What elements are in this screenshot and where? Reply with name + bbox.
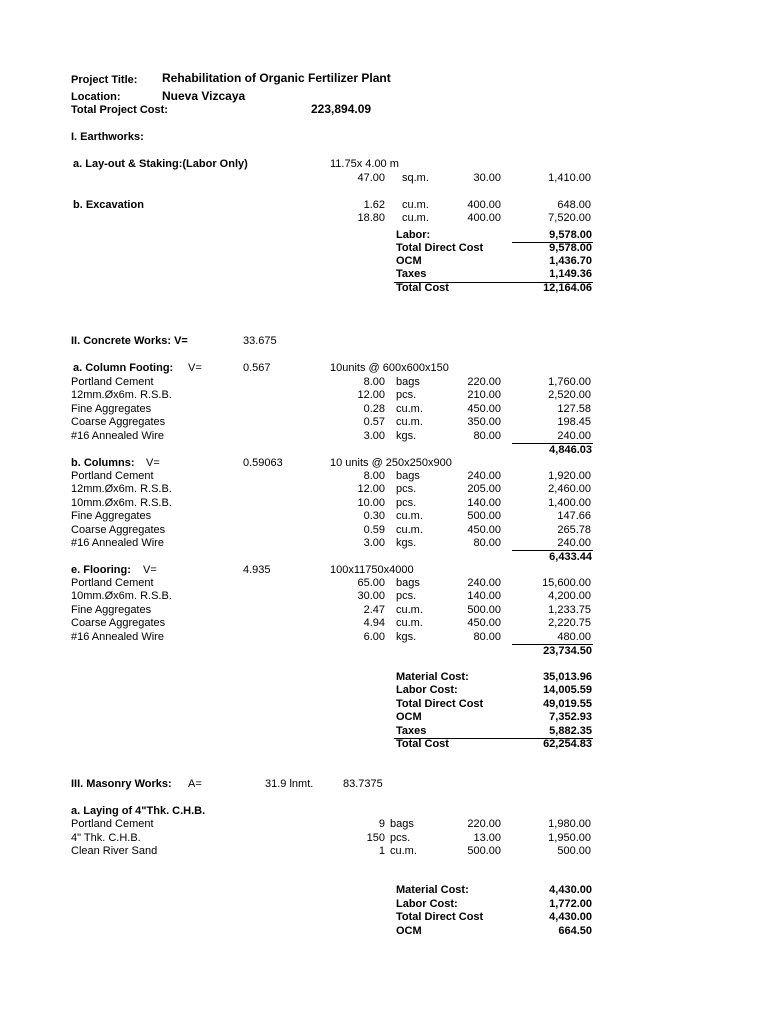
unit-price: 500.00	[467, 510, 501, 522]
flooring-label: e. Flooring:	[71, 564, 131, 576]
summary-label: OCM	[396, 711, 422, 723]
unit: cu.m.	[402, 212, 429, 224]
item: Fine Aggregates	[71, 604, 152, 616]
unit: pcs.	[396, 483, 417, 495]
unit: pcs.	[396, 497, 417, 509]
summary-label: Material Cost:	[396, 671, 469, 683]
summary-value: 62,254.83	[543, 738, 592, 750]
qty: 8.00	[363, 470, 385, 482]
unit: bags	[396, 470, 420, 482]
unit-price: 240.00	[467, 577, 501, 589]
unit: cu.m.	[396, 524, 423, 536]
v-label: V=	[188, 362, 202, 374]
summary-label: OCM	[396, 925, 422, 937]
unit-price: 220.00	[467, 376, 501, 388]
unit-price: 500.00	[467, 604, 501, 616]
amount: 240.00	[557, 430, 591, 442]
qty: 0.59	[363, 524, 385, 536]
summary-value: 1,436.70	[549, 255, 592, 267]
amount: 198.45	[557, 416, 591, 428]
amount: 147.66	[557, 510, 591, 522]
item: Portland Cement	[71, 376, 154, 388]
qty: 0.57	[363, 416, 385, 428]
summary-value: 9,578.00	[549, 242, 592, 254]
spec: 10units @ 600x600x150	[330, 362, 449, 374]
amount: 2,220.75	[548, 617, 591, 629]
unit: bags	[396, 577, 420, 589]
qty: 65.00	[357, 577, 385, 589]
qty: 18.80	[357, 212, 385, 224]
excavation-label: b. Excavation	[73, 199, 144, 211]
qty: 4.94	[363, 617, 385, 629]
laying-chb-label: a. Laying of 4"Thk. C.H.B.	[71, 805, 206, 817]
unit-price: 140.00	[467, 497, 501, 509]
project-title-label: Project Title:	[71, 74, 138, 86]
v-label: V=	[146, 457, 160, 469]
total-project-cost: 223,894.09	[311, 102, 372, 116]
summary-value: 4,430.00	[549, 911, 592, 923]
unit: pcs.	[396, 590, 417, 602]
unit-price: 220.00	[467, 818, 501, 830]
concrete-title: II. Concrete Works: V=	[71, 335, 188, 347]
subtotal: 6,433.44	[549, 551, 592, 563]
item: Portland Cement	[71, 577, 154, 589]
qty: 0.30	[363, 510, 385, 522]
unit: kgs.	[396, 430, 417, 442]
qty: 12.00	[357, 389, 385, 401]
layout-staking-label: a. Lay-out & Staking:(Labor Only)	[73, 158, 248, 170]
amount: 500.00	[557, 845, 591, 857]
unit-price: 30.00	[473, 172, 501, 184]
location-label: Location:	[71, 91, 121, 103]
summary-label: Labor Cost:	[396, 684, 458, 696]
unit: kgs.	[396, 537, 417, 549]
v-label: V=	[143, 564, 157, 576]
qty: 1	[378, 845, 385, 857]
summary-label: Taxes	[396, 268, 427, 280]
item: #16 Annealed Wire	[71, 537, 164, 549]
concrete-volume: 33.675	[243, 335, 277, 347]
qty: 1.62	[363, 199, 385, 211]
v-value: 0.567	[243, 362, 271, 374]
lnmt: 31.9 lnmt.	[265, 778, 314, 790]
qty: 3.00	[363, 430, 385, 442]
amount: 2,520.00	[548, 389, 591, 401]
item: 12mm.Øx6m. R.S.B.	[71, 389, 172, 401]
amount: 1,920.00	[548, 470, 591, 482]
unit-price: 500.00	[467, 845, 501, 857]
layout-dims: 11.75x 4.00 m	[330, 158, 399, 170]
qty: 150	[366, 832, 385, 844]
amount: 15,600.00	[542, 577, 591, 589]
item: 10mm.Øx6m. R.S.B.	[71, 497, 172, 509]
v-value: 0.59063	[243, 457, 283, 469]
summary-label: Labor Cost:	[396, 898, 458, 910]
qty: 0.28	[363, 403, 385, 415]
qty: 2.47	[363, 604, 385, 616]
a-label: A=	[188, 778, 202, 790]
unit-price: 210.00	[467, 389, 501, 401]
unit-price: 400.00	[467, 199, 501, 211]
qty: 10.00	[357, 497, 385, 509]
amount: 1,950.00	[548, 832, 591, 844]
summary-value: 1,149.36	[549, 268, 592, 280]
location: Nueva Vizcaya	[162, 89, 246, 103]
project-title: Rehabilitation of Organic Fertilizer Plant	[162, 71, 391, 85]
item: Portland Cement	[71, 470, 154, 482]
unit: cu.m.	[396, 416, 423, 428]
unit: bags	[396, 376, 420, 388]
unit: pcs.	[396, 389, 417, 401]
unit-price: 80.00	[473, 430, 501, 442]
summary-value: 4,430.00	[549, 884, 592, 896]
summary-value: 35,013.96	[543, 671, 592, 683]
item: Fine Aggregates	[71, 403, 152, 415]
amount: 240.00	[557, 537, 591, 549]
unit-price: 205.00	[467, 483, 501, 495]
amount: 1,980.00	[548, 818, 591, 830]
unit: cu.m.	[396, 617, 423, 629]
summary-label: Total Cost	[396, 282, 449, 294]
unit-price: 240.00	[467, 470, 501, 482]
subtotal: 4,846.03	[549, 444, 592, 456]
amount: 1,760.00	[548, 376, 591, 388]
amount: 1,400.00	[548, 497, 591, 509]
qty: 12.00	[357, 483, 385, 495]
columns-label: b. Columns:	[71, 457, 135, 469]
summary-value: 7,352.93	[549, 711, 592, 723]
subtotal: 23,734.50	[543, 645, 592, 657]
unit: kgs.	[396, 631, 417, 643]
qty: 47.00	[357, 172, 385, 184]
qty: 6.00	[363, 631, 385, 643]
unit: cu.m.	[396, 403, 423, 415]
earthworks-title: I. Earthworks:	[71, 131, 144, 143]
item: 10mm.Øx6m. R.S.B.	[71, 590, 172, 602]
summary-label: Material Cost:	[396, 884, 469, 896]
unit: bags	[390, 818, 414, 830]
summary-value: 12,164.06	[543, 282, 592, 294]
amount: 127.58	[557, 403, 591, 415]
amount: 265.78	[557, 524, 591, 536]
unit: sq.m.	[402, 172, 429, 184]
unit-price: 450.00	[467, 524, 501, 536]
item: Portland Cement	[71, 818, 154, 830]
unit-price: 450.00	[467, 403, 501, 415]
summary-value: 1,772.00	[549, 898, 592, 910]
amount: 7,520.00	[548, 212, 591, 224]
item: Coarse Aggregates	[71, 524, 166, 536]
item: Clean River Sand	[71, 845, 158, 857]
unit: cu.m.	[396, 604, 423, 616]
unit-price: 13.00	[473, 832, 501, 844]
qty: 3.00	[363, 537, 385, 549]
summary-value: 9,578.00	[549, 229, 592, 241]
unit: cu.m.	[390, 845, 417, 857]
item: #16 Annealed Wire	[71, 631, 164, 643]
summary-label: Total Direct Cost	[396, 698, 484, 710]
summary-value: 14,005.59	[543, 684, 592, 696]
unit-price: 80.00	[473, 537, 501, 549]
amount: 2,460.00	[548, 483, 591, 495]
amount: 4,200.00	[548, 590, 591, 602]
unit-price: 450.00	[467, 617, 501, 629]
unit: cu.m.	[396, 510, 423, 522]
masonry-title: III. Masonry Works:	[71, 778, 172, 790]
item: 12mm.Øx6m. R.S.B.	[71, 483, 172, 495]
qty: 8.00	[363, 376, 385, 388]
spec: 100x11750x4000	[330, 564, 414, 576]
area: 83.7375	[343, 778, 383, 790]
total-project-cost-label: Total Project Cost:	[71, 104, 168, 116]
amount: 1,233.75	[548, 604, 591, 616]
item: #16 Annealed Wire	[71, 430, 164, 442]
unit-price: 80.00	[473, 631, 501, 643]
item: 4" Thk. C.H.B.	[71, 832, 141, 844]
summary-label: Total Direct Cost	[396, 911, 484, 923]
spec: 10 units @ 250x250x900	[330, 457, 452, 469]
qty: 9	[378, 818, 385, 830]
summary-label: Taxes	[396, 725, 427, 737]
column-footing-label: a. Column Footing:	[73, 362, 174, 374]
unit: pcs.	[390, 832, 411, 844]
v-value: 4.935	[243, 564, 271, 576]
summary-label: OCM	[396, 255, 422, 267]
summary-label: Total Cost	[396, 738, 449, 750]
item: Coarse Aggregates	[71, 617, 166, 629]
unit-price: 140.00	[467, 590, 501, 602]
unit: cu.m.	[402, 199, 429, 211]
amount: 648.00	[557, 199, 591, 211]
summary-value: 664.50	[558, 925, 592, 937]
summary-value: 49,019.55	[543, 698, 592, 710]
summary-label: Labor:	[396, 229, 431, 241]
amount: 480.00	[557, 631, 591, 643]
item: Fine Aggregates	[71, 510, 152, 522]
summary-value: 5,882.35	[549, 725, 592, 737]
qty: 30.00	[357, 590, 385, 602]
summary-label: Total Direct Cost	[396, 242, 484, 254]
amount: 1,410.00	[548, 172, 591, 184]
unit-price: 400.00	[467, 212, 501, 224]
unit-price: 350.00	[467, 416, 501, 428]
item: Coarse Aggregates	[71, 416, 166, 428]
